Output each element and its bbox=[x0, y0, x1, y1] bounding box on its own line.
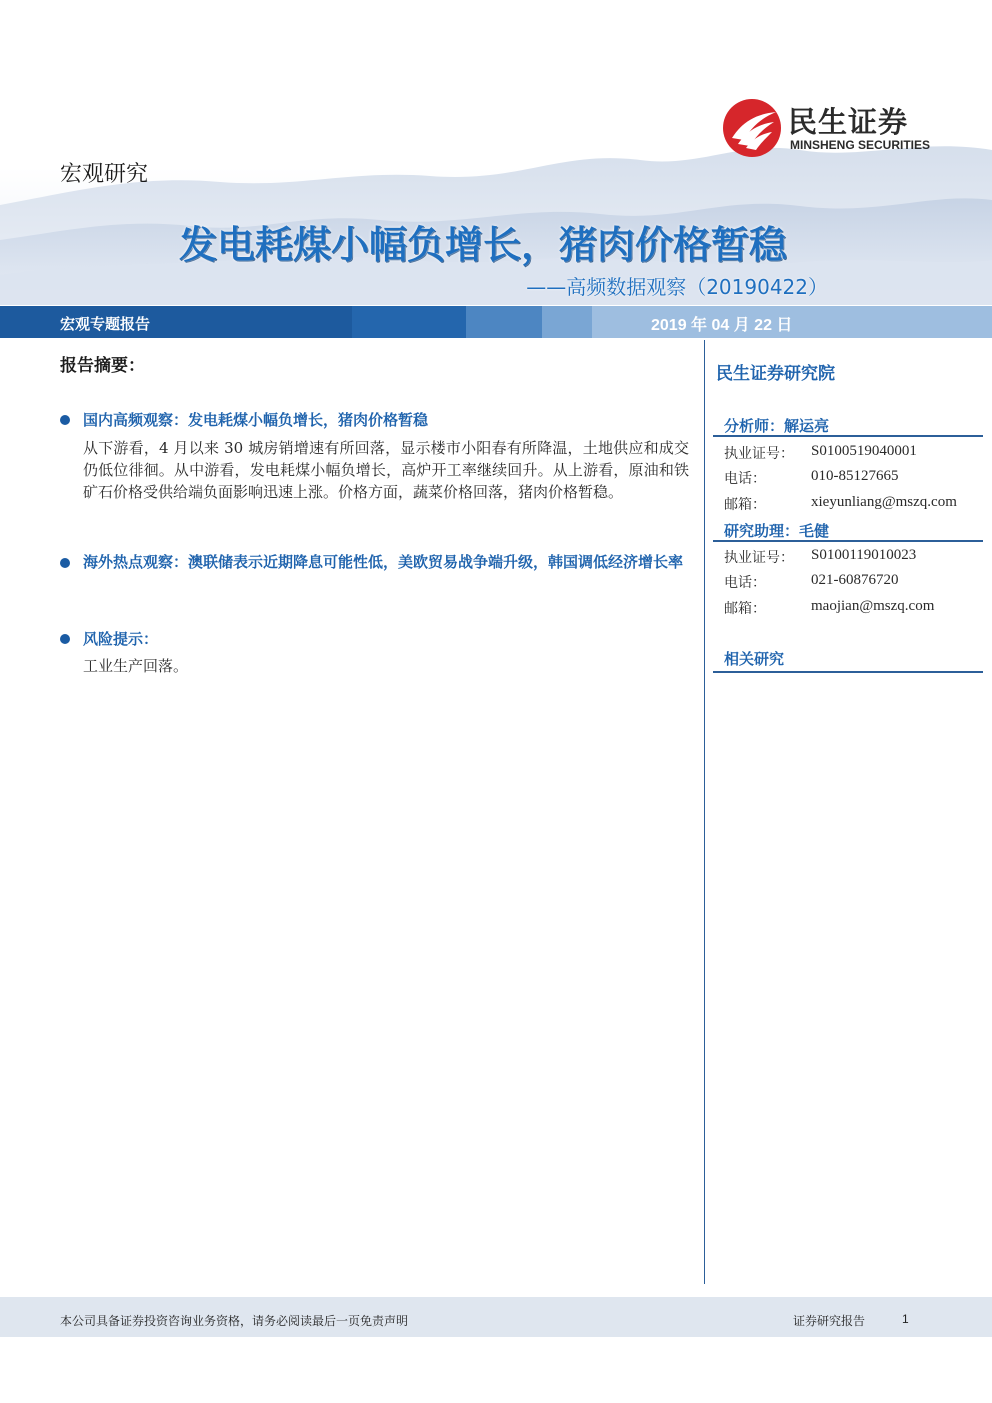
assistant-license-value: S0100119010023 bbox=[811, 547, 917, 563]
summary-item-title: 国内高频观察：发电耗煤小幅负增长，猪肉价格暂稳 bbox=[83, 411, 429, 429]
related-research-heading: 相关研究 bbox=[724, 650, 785, 668]
minsheng-logo-icon bbox=[722, 98, 782, 158]
report-category: 宏观研究 bbox=[60, 162, 149, 187]
assistant-phone-value: 021-60876720 bbox=[811, 572, 899, 588]
research-institute: 民生证券研究院 bbox=[716, 364, 835, 384]
analyst-email-value[interactable]: xieyunliang@mszq.com bbox=[811, 494, 957, 510]
minsheng-logo bbox=[722, 98, 962, 158]
bullet-icon bbox=[60, 558, 70, 568]
summary-item-title: 海外热点观察：澳联储表示近期降息可能性低，美欧贸易战争端升级，韩国调低经济增长率 bbox=[83, 553, 684, 571]
analyst-phone-label: 电话： bbox=[724, 471, 766, 487]
assistant-phone-label: 电话： bbox=[724, 575, 766, 591]
assistant-heading: 研究助理：毛健 bbox=[724, 522, 830, 540]
bullet-icon bbox=[60, 415, 70, 425]
assistant-email-label: 邮箱： bbox=[724, 601, 766, 617]
analyst-email-label: 邮箱： bbox=[724, 497, 766, 513]
summary-item-body: 从下游看，4 月以来 30 城房销增速有所回落，显示楼市小阳春有所降温，土地供应和成交仍低位徘徊。从中游看，发电耗煤小幅负增长，高炉开工率继续回升。从上游看，原油和铁矿石价格受供给端负面影响迅速上涨。价格方面，蔬菜价格回落，猪肉价格暂稳。 bbox=[83, 439, 689, 501]
report-title: 发电耗煤小幅负增长，猪肉价格暂稳 bbox=[178, 223, 787, 267]
analyst-heading: 分析师：解运亮 bbox=[724, 417, 830, 435]
report-header bbox=[0, 0, 992, 305]
column-divider bbox=[704, 340, 705, 1284]
report-subtitle: ——高频数据观察（20190422） bbox=[526, 275, 828, 299]
summary-item-title: 风险提示： bbox=[83, 630, 159, 648]
section-divider bbox=[713, 671, 983, 673]
assistant-license-label: 执业证号： bbox=[724, 550, 794, 566]
summary-heading: 报告摘要： bbox=[60, 356, 145, 376]
bullet-icon bbox=[60, 634, 70, 644]
analyst-license-value: S0100519040001 bbox=[811, 443, 917, 459]
report-type-label: 宏观专题报告 bbox=[60, 315, 151, 333]
logo-chinese-name: 民生证券 bbox=[788, 105, 909, 139]
disclaimer-note: 本公司具备证券投资咨询业务资格，请务必阅读最后一页免责声明 bbox=[60, 1314, 409, 1328]
section-divider bbox=[713, 435, 983, 437]
summary-item-body: 工业生产回落。 bbox=[83, 657, 189, 675]
analyst-license-label: 执业证号： bbox=[724, 446, 794, 462]
report-date: 2019 年 04 月 22 日 bbox=[651, 317, 793, 334]
logo-english-name: MINSHENG SECURITIES bbox=[790, 138, 931, 152]
section-divider bbox=[713, 540, 983, 542]
document-type: 证券研究报告 bbox=[793, 1314, 866, 1328]
analyst-phone-value: 010-85127665 bbox=[811, 468, 899, 484]
page-number: 1 bbox=[902, 1312, 909, 1326]
assistant-email-value[interactable]: maojian@mszq.com bbox=[811, 598, 935, 614]
